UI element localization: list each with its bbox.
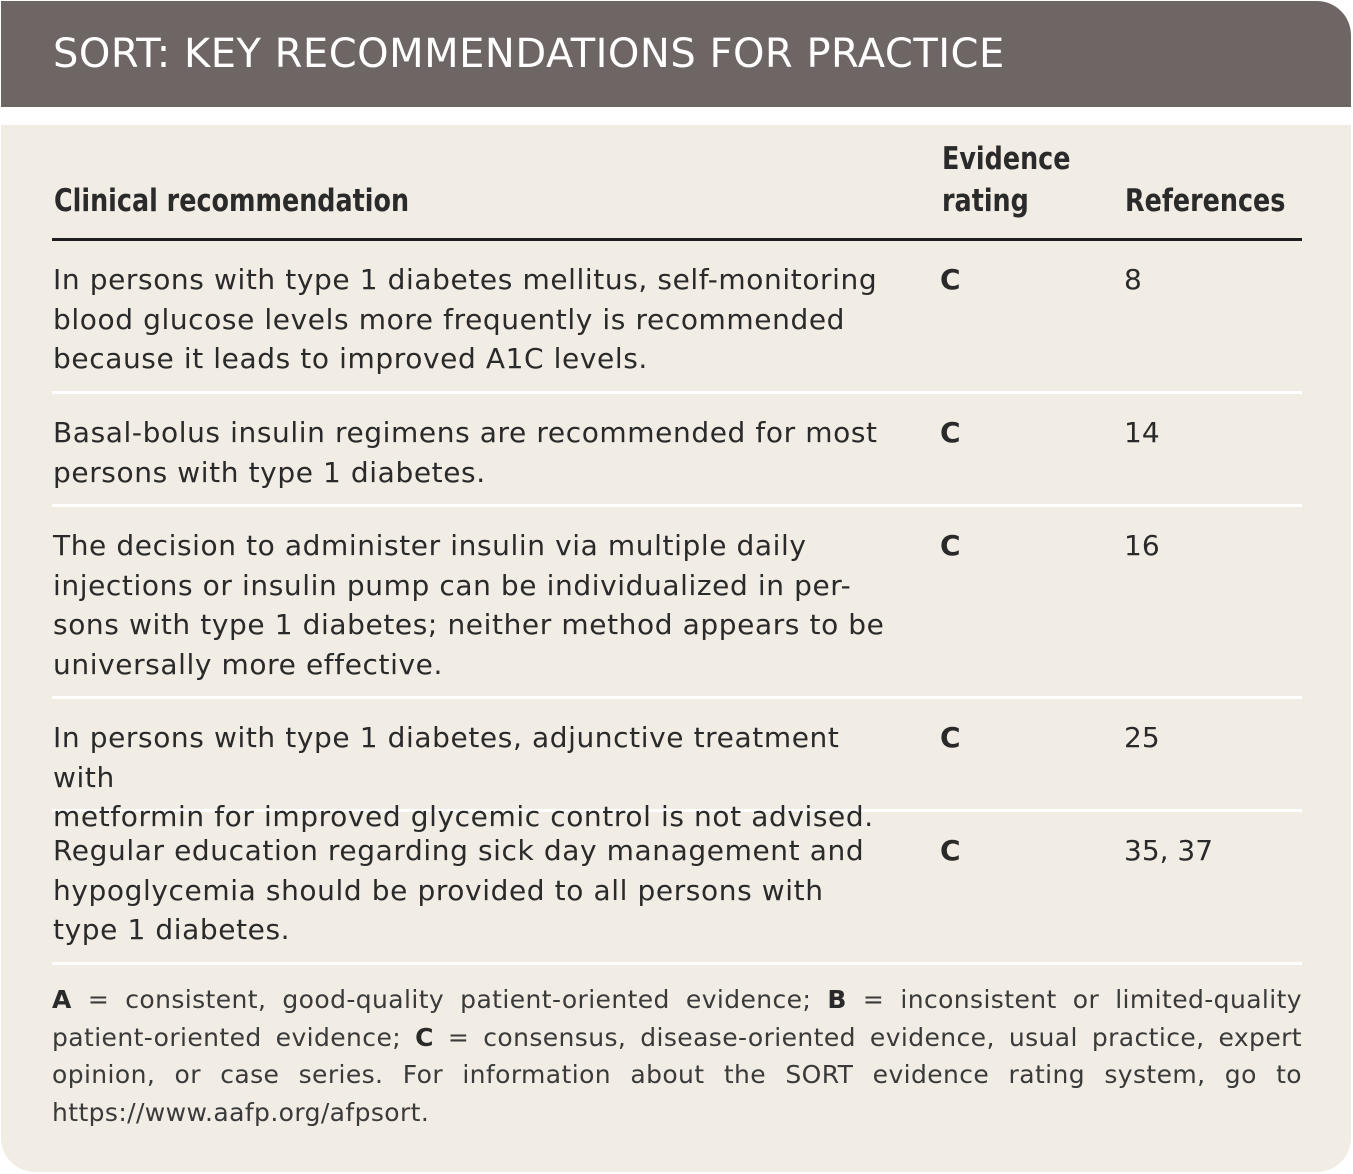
evidence-rating-cell: C — [940, 834, 961, 867]
column-header-recommendation: Clinical recommendation — [54, 183, 410, 219]
recommendation-cell — [53, 413, 893, 492]
table-row — [52, 394, 1302, 507]
references-cell: 35, 37 — [1124, 834, 1214, 867]
header-divider — [1, 107, 1351, 125]
references-cell: 14 — [1124, 416, 1160, 449]
recommendation-line: type 1 diabetes. — [53, 913, 291, 946]
recommendation-line: Regular education regarding sick day management and — [53, 834, 865, 867]
column-header-references: References — [1125, 183, 1286, 219]
references-cell: 8 — [1124, 263, 1142, 296]
panel-header — [1, 1, 1351, 107]
footnote-text-c: = consensus, disease-oriented evidence, usual practice, expert opinion, or case series. For information about the SORT evidence rating system, go to https://www.aafp.org/afpsort. — [52, 1022, 1302, 1127]
sort-panel — [1, 1, 1351, 1172]
recommendation-line: Basal-bolus insulin regimens are recommended for most — [53, 416, 878, 449]
footnote-text-a: = consistent, good-quality patient-oriented evidence; — [71, 985, 828, 1014]
recommendation-line: injections or insulin pump can be individualized in per- — [53, 568, 852, 602]
evidence-rating-cell: C — [940, 529, 961, 562]
evidence-rating-cell: C — [940, 416, 961, 449]
table-row — [52, 507, 1302, 699]
recommendation-line: The decision to administer insulin via multiple daily — [53, 529, 807, 562]
column-header-evidence-rating — [942, 138, 1070, 222]
evidence-rating-cell: C — [940, 721, 961, 754]
table-row — [52, 241, 1302, 394]
table-row — [52, 812, 1302, 965]
recommendation-line: metformin for improved glycemic control is not advised. — [53, 800, 874, 833]
recommendation-line: universally more effective. — [53, 647, 444, 681]
recommendation-line: In persons with type 1 diabetes mellitus, self-monitoring — [53, 263, 878, 296]
references-cell: 16 — [1124, 529, 1160, 562]
references-cell: 25 — [1124, 721, 1160, 754]
recommendation-cell — [53, 260, 893, 379]
recommendation-cell — [53, 831, 893, 950]
footnote-key-b: B — [827, 985, 847, 1014]
recommendation-line: persons with type 1 diabetes. — [53, 455, 486, 489]
recommendation-line: hypoglycemia should be provided to all persons with — [53, 873, 824, 907]
recommendation-line: because it leads to improved A1C levels. — [53, 342, 648, 375]
footnote-text-b: = inconsistent or limited-quality patient-oriented evidence; — [52, 985, 1303, 1052]
recommendations-table — [52, 136, 1302, 965]
recommendation-line: sons with type 1 diabetes; neither method appears to be — [53, 608, 885, 641]
evidence-rating-cell: C — [940, 263, 961, 296]
evidence-rating-footnote — [52, 981, 1302, 1131]
recommendation-line: blood glucose levels more frequently is recommended — [53, 302, 846, 336]
panel-title: SORT: KEY RECOMMENDATIONS FOR PRACTICE — [53, 31, 1005, 77]
recommendation-cell — [53, 526, 893, 684]
column-header-evidence-line1: Evidence — [942, 141, 1071, 177]
column-header-evidence-line2: rating — [942, 183, 1029, 219]
table-row — [52, 699, 1302, 833]
recommendation-line: In persons with type 1 diabetes, adjunctive treatment with — [53, 721, 840, 794]
footnote-key-a: A — [52, 985, 72, 1014]
table-header — [52, 136, 1302, 241]
footnote-key-c: C — [415, 1022, 434, 1052]
